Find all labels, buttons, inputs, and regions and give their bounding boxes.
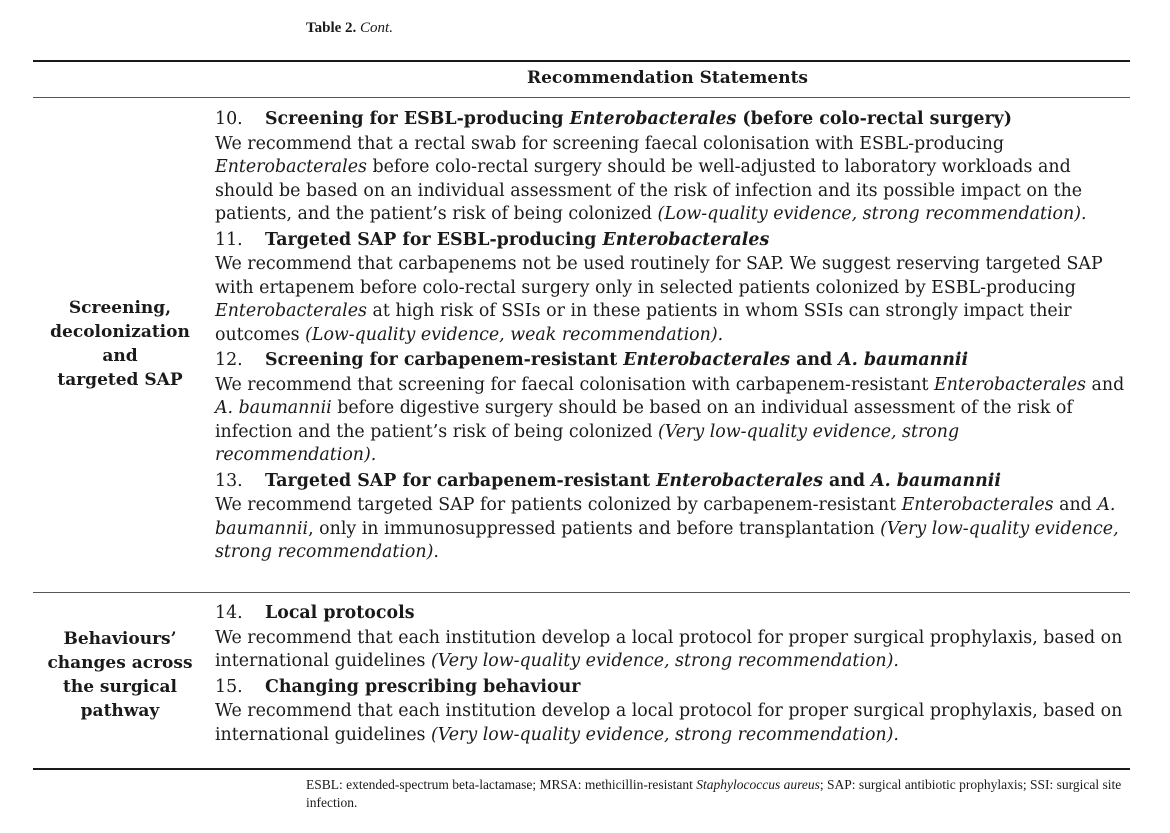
item-body: We recommend that each institution develop a local protocol for proper surgical prophylaxis, based on international guidelines (Very low-quality evidence, strong recommendation).: [215, 701, 1123, 745]
item-title: 14. Local protocols: [215, 603, 415, 623]
recommendation-item: [215, 602, 1125, 674]
item-body: We recommend that a rectal swab for screening faecal colonisation with ESBL-producing Enterobacterales before colo-rectal surgery should be well-adjusted to laboratory workloads and should be based on an individual assessment of the risk of infection and its possible impact on the patients, and the patient’s risk of being colonized (Low-quality evidence, strong recommendation).: [215, 133, 1087, 224]
category-line: Screening,: [68, 298, 172, 318]
recommendation-item: [215, 349, 1125, 468]
header-rule: [33, 97, 1130, 98]
section-behaviours-content: [215, 602, 1125, 749]
recommendation-item: [215, 229, 1125, 348]
item-body: We recommend that screening for faecal colonisation with carbapenem-resistant Enterobacterales and A. baumannii before digestive surgery should be based on an individual assessment of the risk of infection and the patient’s risk of being colonized (Very low-quality evidence, strong recommendation).: [215, 374, 1125, 465]
item-title: 12. Screening for carbapenem-resistant Enterobacterales and A. baumannii: [215, 350, 969, 370]
section-screening-content: [215, 108, 1125, 567]
recommendation-item: [215, 676, 1125, 748]
item-body: We recommend targeted SAP for patients colonized by carbapenem-resistant Enterobacterales and A. baumannii, only in immunosuppressed patients and before transplantation (Very low-quality evidence, strong recommendation).: [215, 495, 1119, 562]
item-title: 11. Targeted SAP for ESBL-producing Enterobacterales: [215, 229, 770, 250]
item-title: 10. Screening for ESBL-producing Enterobacterales (before colo-rectal surgery): [215, 109, 1012, 129]
caption-label: Table 2.: [306, 20, 357, 36]
item-title: 13. Targeted SAP for carbapenem-resistant Enterobacterales and A. baumannii: [215, 470, 1001, 491]
item-body: We recommend that each institution develop a local protocol for proper surgical prophylaxis, based on international guidelines (Very low-quality evidence, strong recommendation).: [215, 627, 1123, 671]
category-line: decolonization: [50, 322, 190, 342]
recommendation-item: [215, 470, 1125, 565]
table-footnote: ESBL: extended-spectrum beta-lactamase; MRSA: methicillin-resistant Staphylococcus aureus; SAP: surgical antibiotic prophylaxis; SSI: surgical site infection.: [306, 777, 1122, 810]
table-header: Recommendation Statements: [526, 68, 808, 88]
caption-cont: Cont.: [360, 20, 393, 36]
category-line: pathway: [80, 701, 160, 721]
section-rule: [33, 592, 1130, 593]
category-line: targeted SAP: [57, 370, 183, 390]
category-screening: [40, 296, 200, 392]
table-caption: [306, 20, 393, 37]
bottom-rule: [33, 768, 1130, 770]
category-line: Behaviours’: [63, 629, 177, 649]
item-body: We recommend that carbapenems not be used routinely for SAP. We suggest reserving targeted SAP with ertapenem before colo-rectal surgery only in selected patients colonized by ESBL-producing Enterobacterales at high risk of SSIs or in these patients in whom SSIs can strongly impact their outcomes (Low-quality evidence, weak recommendation).: [215, 254, 1103, 345]
category-line: and: [102, 346, 138, 366]
recommendation-item: [215, 108, 1125, 227]
category-line: the surgical: [62, 677, 177, 697]
item-title: 15. Changing prescribing behaviour: [215, 676, 581, 697]
category-line: changes across: [47, 653, 193, 673]
category-behaviours: [40, 627, 200, 723]
top-rule: [33, 60, 1130, 62]
